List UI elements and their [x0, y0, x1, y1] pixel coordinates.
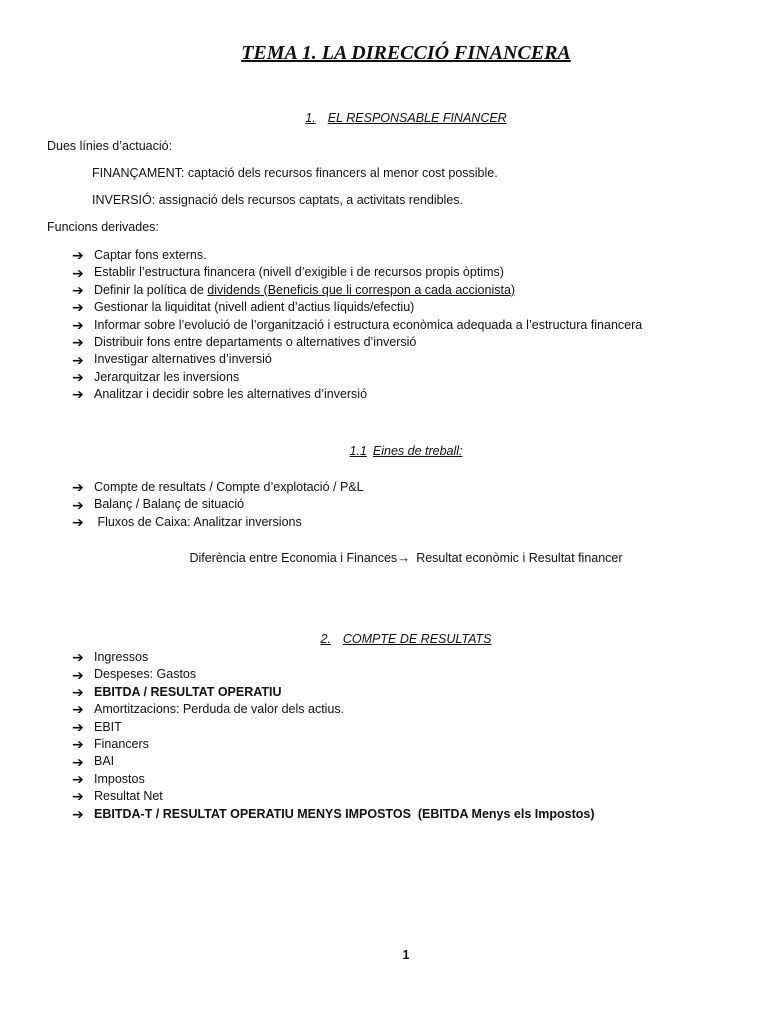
list-item: ➔ Amortitzacions: Perduda de valor dels actius.	[72, 701, 345, 718]
arrow-right-icon: ➔	[72, 351, 84, 368]
arrow-right-icon: ➔	[72, 770, 84, 787]
section-1-heading	[0, 111, 768, 125]
section-1-1-number: 1.1	[349, 444, 367, 458]
list-item: ➔ Captar fons externs.	[72, 247, 207, 264]
eines-list	[72, 479, 364, 531]
funcions-label: Funcions derivades:	[47, 220, 159, 234]
list-item: ➔ EBITDA-T / RESULTAT OPERATIU MENYS IMPOSTOS (EBITDA Menys els Impostos)	[72, 805, 595, 822]
arrow-right-icon: ➔	[72, 701, 84, 718]
list-item: ➔ BAI	[72, 753, 115, 770]
arrow-right-icon: ➔	[72, 666, 84, 683]
list-item: ➔ Distribuir fons entre departaments o alternatives d’inversió	[72, 334, 417, 351]
economia-finances-note	[0, 550, 768, 565]
arrow-right-icon: ➔	[72, 753, 84, 770]
section-1-1-title: Eines de treball:	[372, 444, 463, 458]
arrow-right-icon: ➔	[72, 805, 84, 822]
list-item: ➔ Ingressos	[72, 649, 149, 666]
diff-left-text: Diferència entre Economia i Finances	[189, 551, 398, 565]
funcions-list	[72, 247, 642, 404]
arrow-right-icon: ➔	[72, 479, 84, 496]
section-2-title: COMPTE DE RESULTATS	[342, 632, 492, 646]
arrow-right-icon: ➔	[72, 334, 84, 351]
list-item: ➔ Analitzar i decidir sobre les alternatives d’inversió	[72, 386, 368, 403]
list-item: ➔ Impostos	[72, 770, 145, 787]
arrow-right-icon: ➔	[72, 247, 84, 264]
lines-intro: Dues línies d’actuació:	[47, 139, 173, 153]
list-item: ➔ Balanç / Balanç de situació	[72, 496, 245, 513]
page-number: 1	[402, 948, 410, 962]
arrow-right-icon: ➔	[72, 386, 84, 403]
compte-resultats-list	[72, 649, 595, 823]
arrow-right-icon: ➔	[72, 316, 84, 333]
arrow-right-icon: ➔	[72, 368, 84, 385]
arrow-right-icon: ➔	[72, 649, 84, 666]
list-item: ➔ Investigar alternatives d’inversió	[72, 351, 272, 368]
arrow-right-icon: ➔	[72, 683, 84, 700]
list-item: ➔ EBITDA / RESULTAT OPERATIU	[72, 683, 282, 700]
section-1-number: 1.	[305, 111, 316, 125]
financament-line: FINANÇAMENT: captació dels recursos financers al menor cost possible.	[92, 166, 498, 180]
list-item: ➔ Fluxos de Caixa: Analitzar inversions	[72, 513, 302, 530]
list-item: ➔ Despeses: Gastos	[72, 666, 197, 683]
arrow-right-icon: →	[397, 550, 411, 565]
diff-right-text: Resultat econòmic i Resultat financer	[416, 551, 623, 565]
section-1-title: EL RESPONSABLE FINANCER	[327, 111, 507, 125]
list-item: ➔ EBIT	[72, 718, 122, 735]
list-item: ➔ Compte de resultats / Compte d’explotació / P&L	[72, 479, 364, 496]
list-item: ➔ Establir l’estructura financera (nivell d’exigible i de recursos propis òptims)	[72, 264, 504, 281]
arrow-right-icon: ➔	[72, 788, 84, 805]
section-1-1-heading	[0, 444, 768, 458]
list-item: ➔ Financers	[72, 736, 149, 753]
list-item: ➔ Gestionar la liquiditat (nivell adient d’actius líquids/efectiu)	[72, 299, 415, 316]
arrow-right-icon: ➔	[72, 496, 84, 513]
dividends-underlined: dividends (Beneficis que li correspon a cada accionista)	[207, 282, 516, 297]
arrow-right-icon: ➔	[72, 736, 84, 753]
list-item: ➔ Resultat Net	[72, 788, 163, 805]
section-2-number: 2.	[320, 632, 331, 646]
list-item: ➔ Jerarquitzar les inversions	[72, 368, 240, 385]
inversio-line: INVERSIÓ: assignació dels recursos captats, a activitats rendibles.	[92, 193, 463, 207]
arrow-right-icon: ➔	[72, 718, 84, 735]
list-item: ➔ Definir la política de dividends (Beneficis que li correspon a cada accionista)	[72, 281, 516, 298]
arrow-right-icon: ➔	[72, 264, 84, 281]
arrow-right-icon: ➔	[72, 513, 84, 530]
section-2-heading	[0, 632, 768, 646]
arrow-right-icon: ➔	[72, 281, 84, 298]
list-item: ➔ Informar sobre l’evolució de l’organització i estructura econòmica adequada a l’estructura financera	[72, 316, 643, 333]
page-title: TEMA 1. LA DIRECCIÓ FINANCERA	[241, 42, 571, 64]
arrow-right-icon: ➔	[72, 299, 84, 316]
